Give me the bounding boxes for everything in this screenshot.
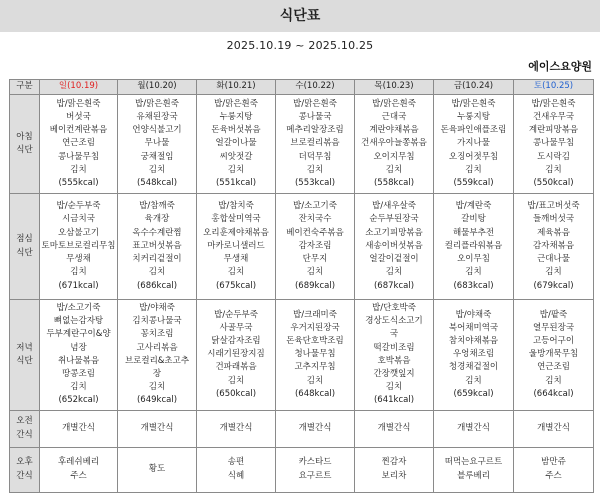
calorie-label: (671kcal) — [58, 280, 99, 291]
page-title: 식단표 — [0, 0, 600, 32]
day-header: 화(10.21) — [197, 80, 276, 95]
menu-item: 울방개묵무침 — [528, 349, 579, 360]
menu-item: 컬리플라워볶음 — [444, 240, 503, 251]
menu-item: 무생채 — [223, 254, 249, 265]
meal-cell — [118, 95, 197, 194]
menu-item: 북어채미역국 — [448, 322, 499, 333]
calorie-label: (650kcal) — [215, 388, 257, 399]
menu-item: 닭살감자조림 — [211, 336, 261, 346]
menu-item: 밥/야채죽 — [455, 309, 492, 320]
menu-item: 취나물볶음 — [57, 355, 100, 366]
menu-item: 김치 — [385, 382, 403, 393]
snack-cell — [514, 447, 594, 492]
snack-cell — [197, 410, 276, 447]
snack-item: 블루베리 — [457, 470, 490, 481]
meal-cell — [276, 300, 355, 411]
snack-row — [10, 447, 594, 492]
snack-row — [10, 410, 594, 447]
menu-item: 밥/새우살죽 — [372, 201, 416, 212]
meal-cell — [40, 95, 118, 194]
menu-item: 김치 — [385, 267, 403, 278]
menu-item: 고추지무침 — [294, 362, 336, 373]
snack-cell — [434, 410, 514, 447]
menu-item: 밥/참깨죽 — [139, 201, 175, 212]
menu-item: 국 — [389, 329, 399, 340]
menu-item: 김치 — [545, 164, 562, 175]
calorie-label: (648kcal) — [294, 388, 336, 399]
snack-item: 요구르트 — [298, 470, 332, 481]
meal-cell — [434, 300, 514, 411]
day-header: 금(10.24) — [434, 80, 514, 95]
day-header: 목(10.23) — [355, 80, 434, 95]
meal-cell — [434, 95, 514, 194]
snack-item: 개별간식 — [377, 423, 411, 434]
menu-item: 오이무침 — [457, 254, 490, 265]
menu-item: 콩나물무침 — [57, 151, 100, 162]
calorie-label: (664kcal) — [533, 388, 574, 399]
row-label-line: 오후 — [16, 457, 33, 468]
row-label-line: 식단 — [16, 355, 33, 366]
menu-item: 유채된장국 — [136, 111, 178, 122]
menu-item: 감자조림 — [298, 240, 332, 251]
menu-item: 언양식불고기 — [132, 125, 182, 136]
meal-cell — [197, 300, 276, 411]
row-label-line: 저녁 — [16, 342, 33, 353]
menu-item: 누룽지탕 — [219, 111, 253, 122]
menu-item: 가지나물 — [457, 138, 490, 149]
menu-item: 콩나물무침 — [532, 138, 575, 149]
menu-item: 김치 — [148, 267, 166, 278]
snack-item: 후레쉬베리 — [57, 457, 100, 468]
menu-item: 밥/팥죽 — [539, 309, 568, 320]
menu-item: 갈비탕 — [461, 214, 486, 225]
snack-item: 떠먹는요구르트 — [444, 457, 503, 468]
calorie-label: (558kcal) — [373, 178, 415, 188]
menu-item: 김치 — [306, 267, 324, 278]
menu-item: 밥/맑은흰죽 — [451, 98, 496, 109]
menu-item: 계란야채볶음 — [369, 125, 419, 136]
meal-cell — [276, 194, 355, 300]
meal-cell — [118, 300, 197, 411]
menu-item: 홍합살미역국 — [211, 214, 261, 225]
day-header: 월(10.20) — [118, 80, 197, 95]
snack-cell — [514, 410, 594, 447]
snack-item: 주스 — [545, 470, 562, 481]
calorie-label: (548kcal) — [136, 178, 178, 188]
menu-item: 밥/맑은흰죽 — [372, 98, 416, 109]
snack-cell — [355, 410, 434, 447]
menu-item: 메추리알장조림 — [286, 125, 344, 136]
menu-item: 오삼불고기 — [57, 227, 100, 238]
menu-item: 밥/단호박죽 — [372, 303, 416, 313]
menu-item: 오리훈제야채볶음 — [203, 227, 269, 238]
menu-item: 새송이버섯볶음 — [365, 240, 423, 251]
menu-item: 마카로니샐러드 — [207, 240, 265, 251]
menu-item: 김치 — [465, 267, 482, 278]
menu-item: 경상도식소고기 — [365, 316, 423, 327]
snack-item: 개별간식 — [140, 423, 174, 434]
snack-item: 주스 — [70, 470, 87, 481]
snack-cell — [40, 410, 118, 447]
meal-cell — [40, 300, 118, 411]
row-label-line: 식단 — [16, 247, 33, 258]
menu-item: 떡갈비조림 — [373, 342, 415, 353]
menu-item: 김치 — [227, 164, 245, 175]
menu-item: 옥수수계란찜 — [132, 227, 182, 238]
menu-item: 땅콩조림 — [62, 369, 95, 380]
menu-item: 간장깻잎지 — [373, 369, 415, 380]
menu-item: 김치 — [306, 375, 324, 386]
menu-item: 밥/참치죽 — [218, 201, 254, 212]
menu-item: 밥/크래미죽 — [293, 309, 337, 320]
snack-cell — [197, 447, 276, 492]
snack-item: 개별간식 — [298, 423, 332, 434]
snack-item: 밤만쥬 — [541, 457, 566, 468]
menu-item: 무나물 — [144, 138, 170, 149]
menu-item: 근대나물 — [537, 254, 570, 265]
menu-item: 계란피망볶음 — [528, 125, 579, 136]
meal-cell — [40, 194, 118, 300]
date-range: 2025.10.19 ~ 2025.10.25 — [226, 39, 374, 52]
meal-cell — [514, 300, 594, 411]
menu-item: 꽁치조림 — [140, 329, 174, 340]
menu-item: 감자채볶음 — [532, 240, 575, 251]
snack-item: 찐감자 — [381, 457, 407, 468]
menu-item: 밥/야채죽 — [139, 303, 175, 313]
menu-item: 브로컬리&초고추 — [124, 355, 190, 366]
menu-item: 김치콩나물국 — [132, 316, 182, 327]
menu-item: 들깨버섯국 — [532, 214, 575, 225]
snack-item: 개별간식 — [62, 423, 95, 434]
menu-item: 씨앗젓갈 — [219, 151, 253, 162]
menu-item: 건새우무국 — [532, 111, 575, 122]
meal-cell — [197, 95, 276, 194]
menu-item: 얼갈이겉절이 — [369, 254, 419, 265]
menu-item: 단무지 — [302, 254, 328, 265]
row-label — [10, 95, 40, 194]
row-label-line: 점심 — [16, 234, 33, 245]
menu-item: 잔치국수 — [298, 214, 332, 225]
menu-item: 해물부추전 — [452, 227, 495, 238]
row-label-line: 오전 — [16, 416, 33, 427]
meal-cell — [355, 300, 434, 411]
meal-cell — [355, 95, 434, 194]
menu-item: 밥/맑은흰죽 — [531, 98, 576, 109]
snack-item: 개별간식 — [219, 423, 253, 434]
menu-item: 치커리겉절이 — [132, 254, 182, 265]
menu-item: 얼갈이나물 — [215, 138, 257, 149]
snack-cell — [355, 447, 434, 492]
menu-item: 건파래볶음 — [215, 362, 257, 373]
menu-item: 밥/순두부죽 — [56, 201, 101, 212]
menu-item: 토마토브로컬리무침 — [41, 240, 116, 251]
menu-item: 청경채겉절이 — [448, 362, 499, 373]
calorie-label: (689kcal) — [294, 280, 336, 291]
menu-item: 브로컬리볶음 — [290, 138, 340, 149]
menu-item: 두부계란구이&양 — [46, 329, 111, 340]
snack-cell — [118, 447, 197, 492]
menu-item: 김치 — [148, 164, 166, 175]
menu-item: 김치 — [306, 164, 324, 175]
snack-cell — [118, 410, 197, 447]
calorie-label: (550kcal) — [533, 178, 574, 188]
menu-item: 김치 — [70, 382, 87, 393]
menu-item: 념장 — [70, 342, 87, 353]
menu-item: 돈육단호박조림 — [286, 336, 344, 346]
calorie-label: (553kcal) — [294, 178, 336, 188]
menu-item: 밥/맑은흰죽 — [135, 98, 179, 109]
menu-item: 소고기피망볶음 — [365, 227, 423, 238]
menu-item: 연근조림 — [537, 362, 570, 373]
meal-cell — [434, 194, 514, 300]
menu-item: 오징어젓무침 — [448, 151, 499, 162]
menu-item: 열무된장국 — [532, 322, 575, 333]
menu-item: 김치 — [227, 267, 245, 278]
calorie-label: (687kcal) — [373, 280, 415, 291]
calorie-label: (555kcal) — [58, 178, 99, 188]
menu-item: 밥/순두부죽 — [214, 309, 258, 320]
menu-item: 궁채절임 — [140, 151, 174, 162]
menu-item: 밥/소고기죽 — [56, 303, 101, 313]
menu-item: 김치 — [465, 164, 482, 175]
menu-item: 연근조림 — [62, 138, 95, 149]
menu-item: 돈육버섯볶음 — [211, 125, 261, 136]
menu-item: 참치야채볶음 — [448, 336, 499, 346]
snack-item: 식혜 — [227, 470, 245, 481]
menu-item: 육개장 — [144, 214, 170, 225]
facility-name: 에이스요양원 — [528, 60, 592, 73]
menu-item: 김치 — [227, 375, 245, 386]
menu-item: 장 — [152, 369, 162, 380]
menu-item: 베이컨계란볶음 — [49, 125, 108, 136]
calorie-label: (551kcal) — [215, 178, 257, 188]
menu-item: 콩나물국 — [298, 111, 332, 122]
menu-item: 시래기된장지짐 — [207, 349, 265, 360]
menu-item: 김치 — [385, 164, 403, 175]
calorie-label: (679kcal) — [533, 280, 574, 291]
menu-item: 밥/맑은흰죽 — [56, 98, 101, 109]
menu-item: 시금치국 — [62, 214, 95, 225]
snack-item: 개별간식 — [457, 423, 490, 434]
meal-cell — [118, 194, 197, 300]
snack-item: 개별간식 — [537, 423, 570, 434]
menu-item: 베이컨숙주볶음 — [286, 227, 344, 238]
menu-item: 밥/맑은흰죽 — [293, 98, 337, 109]
row-label — [10, 300, 40, 411]
header-row — [10, 80, 594, 95]
calorie-label: (652kcal) — [58, 395, 99, 406]
snack-cell — [276, 447, 355, 492]
menu-item: 밥/소고기죽 — [293, 201, 337, 212]
calorie-label: (641kcal) — [373, 395, 415, 406]
calorie-label: (649kcal) — [136, 395, 178, 406]
menu-item: 건새우아늘쫑볶음 — [361, 138, 427, 149]
meal-cell — [514, 95, 594, 194]
snack-item: 송편 — [227, 457, 245, 468]
row-label-line: 식단 — [16, 145, 33, 155]
menu-item: 밥/맑은흰죽 — [214, 98, 258, 109]
menu-item: 제육볶음 — [537, 227, 570, 238]
menu-item: 김치 — [465, 375, 482, 386]
menu-item: 근대국 — [381, 111, 407, 122]
menu-item: 표고버섯볶음 — [132, 240, 182, 251]
menu-table — [9, 79, 594, 493]
corner-label: 구분 — [10, 80, 40, 95]
menu-item: 도시락김 — [537, 151, 570, 162]
meal-cell — [197, 194, 276, 300]
menu-item: 누룽지탕 — [457, 111, 490, 122]
row-label — [10, 194, 40, 300]
menu-item: 돈육파인애플조림 — [440, 125, 507, 136]
menu-item: 김치 — [70, 267, 87, 278]
menu-item: 사골무국 — [219, 322, 253, 333]
menu-item: 고사리볶음 — [136, 342, 178, 353]
menu-item: 김치 — [545, 375, 562, 386]
menu-item: 김치 — [148, 382, 166, 393]
menu-item: 순두부된장국 — [369, 214, 419, 225]
menu-item: 무생채 — [66, 254, 91, 265]
meal-row — [10, 194, 594, 300]
snack-item: 카스타드 — [298, 457, 332, 468]
day-header: 수(10.22) — [276, 80, 355, 95]
meal-cell — [514, 194, 594, 300]
row-label-line: 아침 — [16, 131, 33, 142]
menu-item: 뼈없는감자탕 — [53, 316, 104, 327]
menu-item: 호박볶음 — [377, 355, 411, 366]
meal-row — [10, 95, 594, 194]
snack-item: 보리차 — [381, 470, 407, 481]
menu-item: 김치 — [545, 267, 562, 278]
menu-item: 더덕무침 — [298, 151, 332, 162]
menu-item: 밥/표고버섯죽 — [527, 201, 580, 212]
row-label-line: 간식 — [16, 429, 33, 440]
calorie-label: (686kcal) — [136, 280, 178, 291]
menu-item: 김치 — [70, 164, 87, 175]
menu-item: 청나물무침 — [294, 349, 336, 360]
row-label — [10, 447, 40, 492]
menu-item: 버섯국 — [66, 111, 91, 122]
day-header: 토(10.25) — [514, 80, 594, 95]
meal-row — [10, 300, 594, 411]
snack-item: 황도 — [148, 464, 166, 475]
menu-item: 고등어구이 — [532, 336, 575, 346]
calorie-label: (559kcal) — [453, 178, 494, 188]
meal-cell — [276, 95, 355, 194]
menu-item: 밥/계란죽 — [455, 201, 492, 212]
row-label-line: 간식 — [16, 470, 33, 481]
calorie-label: (683kcal) — [453, 280, 494, 291]
day-header: 일(10.19) — [40, 80, 118, 95]
menu-item: 우거지된장국 — [290, 322, 340, 333]
snack-cell — [40, 447, 118, 492]
calorie-label: (675kcal) — [215, 280, 257, 291]
row-label — [10, 410, 40, 447]
calorie-label: (659kcal) — [453, 388, 494, 399]
snack-cell — [434, 447, 514, 492]
menu-item: 우엉채조림 — [452, 349, 495, 360]
snack-cell — [276, 410, 355, 447]
menu-item: 오이지무침 — [373, 151, 415, 162]
meal-cell — [355, 194, 434, 300]
